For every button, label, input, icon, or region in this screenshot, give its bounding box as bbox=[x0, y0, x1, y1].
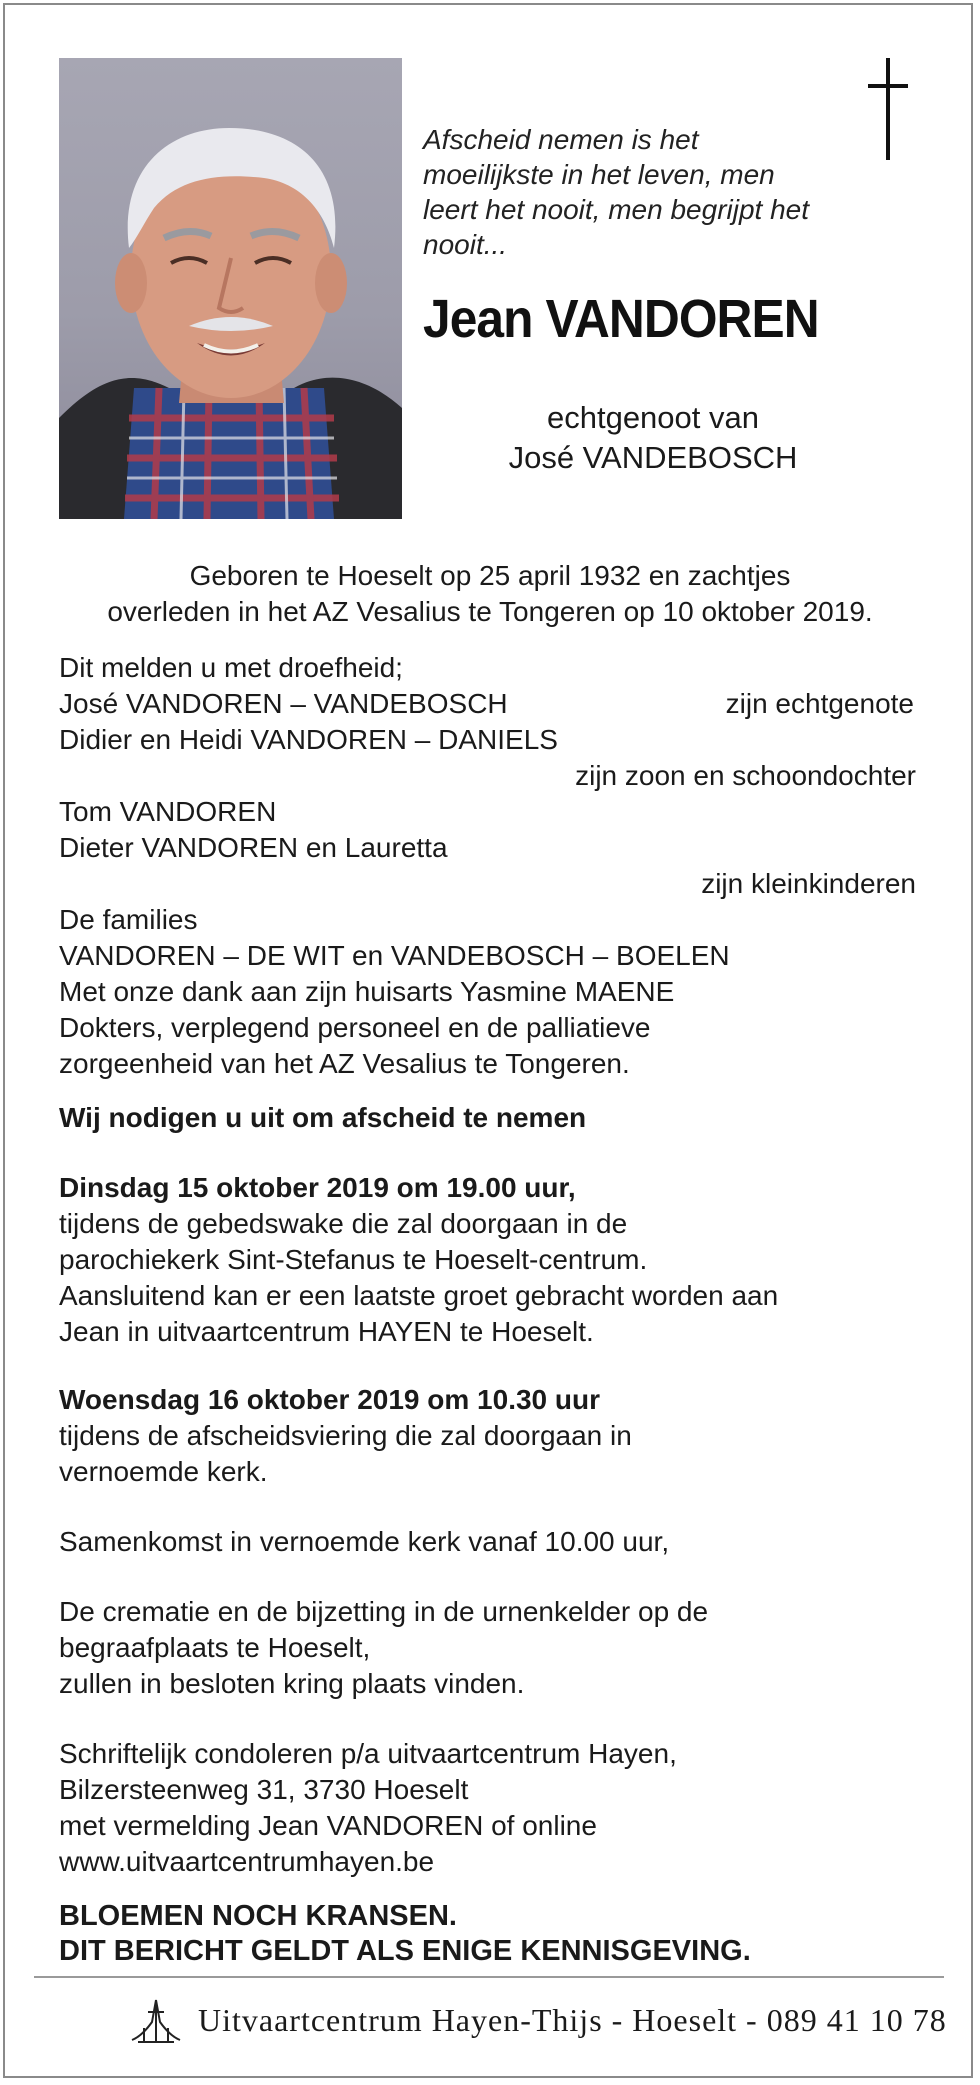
service-line: tijdens de afscheidsviering die zal doorgaan in bbox=[59, 1420, 632, 1451]
wake-line: tijdens de gebedswake die zal doorgaan in de bbox=[59, 1208, 628, 1239]
born-line: overleden in het AZ Vesalius te Tongeren op 10 oktober 2019. bbox=[107, 596, 873, 627]
cremation-line: De crematie en de bijzetting in de urnenkelder op de bbox=[59, 1596, 709, 1627]
wake-heading: Dinsdag 15 oktober 2019 om 19.00 uur, bbox=[59, 1172, 576, 1203]
portrait-photo bbox=[59, 58, 402, 519]
thanks-line: Dokters, verplegend personeel en de palliatieve bbox=[59, 1012, 651, 1043]
gathering-line: Samenkomst in vernoemde kerk vanaf 10.00 uur, bbox=[59, 1526, 670, 1557]
footer-divider bbox=[34, 1976, 944, 1978]
quote-line: nooit... bbox=[423, 229, 508, 260]
cremation-line: zullen in besloten kring plaats vinden. bbox=[59, 1668, 525, 1699]
families-label: De families bbox=[59, 904, 198, 935]
wake-line: parochiekerk Sint-Stefanus te Hoeselt-centrum. bbox=[59, 1244, 648, 1275]
spouse-name: José VANDEBOSCH bbox=[508, 440, 798, 475]
cremation-line: begraafplaats te Hoeselt, bbox=[59, 1632, 371, 1663]
wake-line: Jean in uitvaartcentrum HAYEN te Hoeselt. bbox=[59, 1316, 594, 1347]
mourner-grandchildren-relation: zijn kleinkinderen bbox=[701, 868, 916, 899]
mourners-intro: Dit melden u met droefheid; bbox=[59, 652, 403, 683]
spouse-relation: echtgenoot van bbox=[546, 400, 759, 435]
service-line: vernoemde kerk. bbox=[59, 1456, 268, 1487]
mourner-son-name: Didier en Heidi VANDOREN – DANIELS bbox=[59, 724, 558, 755]
condolence-website: www.uitvaartcentrumhayen.be bbox=[59, 1846, 435, 1877]
thanks-line: zorgeenheid van het AZ Vesalius te Tongeren. bbox=[59, 1048, 630, 1079]
closing-line: DIT BERICHT GELDT ALS ENIGE KENNISGEVING. bbox=[59, 1935, 751, 1967]
mourner-spouse-relation: zijn echtgenote bbox=[725, 688, 914, 719]
spouse-block bbox=[423, 398, 883, 478]
mourner-son-relation: zijn zoon en schoondochter bbox=[575, 760, 916, 791]
thanks-line: Met onze dank aan zijn huisarts Yasmine MAENE bbox=[59, 976, 675, 1007]
families-names: VANDOREN – DE WIT en VANDEBOSCH – BOELEN bbox=[59, 940, 730, 971]
condolence-line: Bilzersteenweg 31, 3730 Hoeselt bbox=[59, 1774, 469, 1805]
mourner-grandchild: Tom VANDOREN bbox=[59, 796, 277, 827]
quote-line: moeilijkste in het leven, men bbox=[423, 159, 775, 190]
deceased-name: Jean VANDOREN bbox=[423, 289, 819, 349]
funeral-home-logo-icon bbox=[128, 1992, 184, 2048]
birth-death-statement bbox=[40, 558, 940, 630]
mourner-grandchild: Dieter VANDOREN en Lauretta bbox=[59, 832, 448, 863]
quote-line: Afscheid nemen is het bbox=[423, 124, 699, 155]
mourner-spouse-name: José VANDOREN – VANDEBOSCH bbox=[59, 688, 508, 719]
born-line: Geboren te Hoeselt op 25 april 1932 en zachtjes bbox=[189, 560, 791, 591]
closing-line: BLOEMEN NOCH KRANSEN. bbox=[59, 1900, 457, 1932]
funeral-home-footer: Uitvaartcentrum Hayen-Thijs - Hoeselt - 089 41 10 78 bbox=[198, 2002, 947, 2038]
memorial-quote bbox=[423, 122, 893, 262]
wake-line: Aansluitend kan er een laatste groet gebracht worden aan bbox=[59, 1280, 779, 1311]
condolence-line: Schriftelijk condoleren p/a uitvaartcentrum Hayen, bbox=[59, 1738, 677, 1769]
invite-heading: Wij nodigen u uit om afscheid te nemen bbox=[59, 1102, 587, 1133]
condolence-line: met vermelding Jean VANDOREN of online bbox=[59, 1810, 597, 1841]
quote-line: leert het nooit, men begrijpt het bbox=[423, 194, 810, 225]
service-heading: Woensdag 16 oktober 2019 om 10.30 uur bbox=[59, 1384, 601, 1415]
